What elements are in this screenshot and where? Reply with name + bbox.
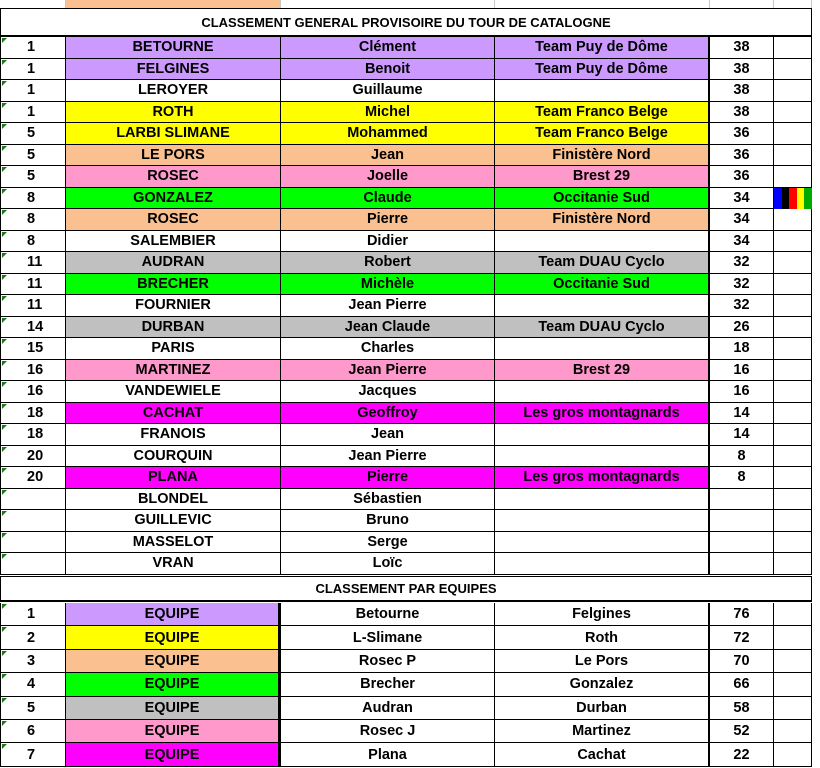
general-empty-cell[interactable] (774, 489, 812, 511)
general-points-cell[interactable]: 38 (710, 80, 774, 102)
general-team-cell[interactable]: Occitanie Sud (495, 188, 710, 210)
cell-marker (2, 404, 7, 409)
general-rank-cell[interactable]: 8 (0, 209, 66, 231)
teams-rank-cell[interactable]: 4 (0, 673, 66, 696)
cell-marker (2, 232, 7, 237)
general-team-cell[interactable]: Team Franco Belge (495, 123, 710, 145)
general-team-cell[interactable]: Brest 29 (495, 360, 710, 382)
general-points-cell[interactable]: 34 (710, 188, 774, 210)
general-row (0, 252, 820, 274)
general-rank-cell[interactable]: 18 (0, 424, 66, 446)
general-first-cell[interactable]: Didier (281, 231, 495, 253)
general-empty-cell[interactable] (774, 510, 812, 532)
general-points-cell[interactable]: 36 (710, 123, 774, 145)
general-name-cell[interactable]: FRANOIS (66, 424, 281, 446)
general-name-cell[interactable]: BETOURNE (66, 37, 281, 59)
teams-empty-cell[interactable] (774, 603, 812, 626)
general-team-cell[interactable]: Brest 29 (495, 166, 710, 188)
general-row (0, 59, 820, 81)
general-row (0, 231, 820, 253)
general-first-cell[interactable]: Geoffroy (281, 403, 495, 425)
general-row (0, 37, 820, 59)
general-row (0, 274, 820, 296)
general-empty-cell[interactable] (774, 532, 812, 554)
general-points-cell[interactable] (710, 489, 774, 511)
teams-row (0, 720, 820, 743)
general-points-cell[interactable]: 26 (710, 317, 774, 339)
general-row (0, 188, 820, 210)
general-empty-cell[interactable] (774, 274, 812, 296)
general-row (0, 123, 820, 145)
general-rank-cell[interactable] (0, 510, 66, 532)
general-team-cell[interactable]: Team DUAU Cyclo (495, 252, 710, 274)
general-empty-cell[interactable] (774, 37, 812, 59)
teams-label-cell[interactable]: EQUIPE (66, 697, 281, 720)
strip-cell (66, 0, 281, 8)
cell-marker (2, 425, 7, 430)
cell-marker (2, 721, 7, 726)
flag-icon (774, 188, 812, 209)
general-first-cell[interactable]: Mohammed (281, 123, 495, 145)
general-points-cell[interactable]: 16 (710, 381, 774, 403)
teams-points-cell[interactable]: 66 (710, 673, 774, 696)
general-name-cell[interactable]: LE PORS (66, 145, 281, 167)
teams-points-cell[interactable]: 70 (710, 650, 774, 673)
cell-marker (2, 339, 7, 344)
general-first-cell[interactable]: Michel (281, 102, 495, 124)
general-name-cell[interactable]: PLANA (66, 467, 281, 489)
cell-marker (2, 81, 7, 86)
general-rank-cell[interactable]: 15 (0, 338, 66, 360)
general-first-cell[interactable]: Jean Pierre (281, 360, 495, 382)
teams-points-cell[interactable]: 76 (710, 603, 774, 626)
general-team-cell[interactable] (495, 424, 710, 446)
teams-empty-cell[interactable] (774, 626, 812, 649)
general-name-cell[interactable]: LARBI SLIMANE (66, 123, 281, 145)
general-points-cell[interactable] (710, 553, 774, 575)
cell-marker (2, 651, 7, 656)
general-empty-cell[interactable] (774, 231, 812, 253)
cell-marker (2, 468, 7, 473)
general-row (0, 360, 820, 382)
general-rank-cell[interactable]: 16 (0, 360, 66, 382)
teams-rider2-cell[interactable]: Roth (495, 626, 710, 649)
teams-row (0, 743, 820, 766)
teams-rider1-cell[interactable]: Audran (281, 697, 495, 720)
general-first-cell[interactable]: Jean Pierre (281, 446, 495, 468)
general-points-cell[interactable] (710, 532, 774, 554)
strip-cell (774, 0, 812, 8)
cell-marker (2, 604, 7, 609)
flag-stripe (774, 188, 782, 209)
cell-marker (2, 382, 7, 387)
general-name-cell[interactable]: FOURNIER (66, 295, 281, 317)
general-points-cell[interactable]: 32 (710, 274, 774, 296)
cell-marker (2, 38, 7, 43)
strip-cell (281, 0, 495, 8)
general-team-cell[interactable] (495, 553, 710, 575)
general-rank-cell[interactable] (0, 489, 66, 511)
general-empty-cell[interactable] (774, 295, 812, 317)
general-first-cell[interactable]: Jean Pierre (281, 295, 495, 317)
cell-marker (2, 189, 7, 194)
teams-rider2-cell[interactable]: Gonzalez (495, 673, 710, 696)
general-empty-cell[interactable] (774, 102, 812, 124)
general-first-cell[interactable]: Jean (281, 424, 495, 446)
cell-marker (2, 253, 7, 258)
general-rank-cell[interactable] (0, 532, 66, 554)
general-points-cell[interactable]: 36 (710, 145, 774, 167)
teams-row (0, 673, 820, 696)
general-rank-cell[interactable]: 8 (0, 231, 66, 253)
cell-marker (2, 124, 7, 129)
teams-empty-cell[interactable] (774, 650, 812, 673)
teams-rider2-cell[interactable]: Felgines (495, 603, 710, 626)
general-points-cell[interactable]: 36 (710, 166, 774, 188)
teams-points-cell[interactable]: 22 (710, 743, 774, 766)
general-first-cell[interactable]: Benoit (281, 59, 495, 81)
general-name-cell[interactable]: BRECHER (66, 274, 281, 296)
general-row (0, 424, 820, 446)
general-team-cell[interactable]: Finistère Nord (495, 145, 710, 167)
cell-marker (2, 210, 7, 215)
general-team-cell[interactable] (495, 338, 710, 360)
cell-marker (2, 60, 7, 65)
general-row (0, 510, 820, 532)
teams-rank-cell[interactable]: 6 (0, 720, 66, 743)
general-row (0, 80, 820, 102)
general-row (0, 467, 820, 489)
general-name-cell[interactable]: GUILLEVIC (66, 510, 281, 532)
general-row (0, 166, 820, 188)
general-empty-cell[interactable] (774, 166, 812, 188)
general-team-cell[interactable] (495, 295, 710, 317)
teams-label-cell[interactable]: EQUIPE (66, 720, 281, 743)
general-rank-cell[interactable]: 11 (0, 274, 66, 296)
teams-rank-cell[interactable]: 7 (0, 743, 66, 766)
general-empty-cell[interactable] (774, 403, 812, 425)
teams-rider2-cell[interactable]: Martinez (495, 720, 710, 743)
general-rank-cell[interactable]: 20 (0, 446, 66, 468)
general-rank-cell[interactable]: 1 (0, 37, 66, 59)
flag-stripe (789, 188, 797, 209)
general-row (0, 295, 820, 317)
general-empty-cell[interactable] (774, 424, 812, 446)
general-empty-cell[interactable] (774, 381, 812, 403)
general-rank-cell[interactable]: 18 (0, 403, 66, 425)
general-team-cell[interactable] (495, 489, 710, 511)
cell-marker (2, 627, 7, 632)
team-ranking-title: CLASSEMENT PAR EQUIPES (0, 576, 812, 602)
teams-row (0, 603, 820, 626)
general-rank-cell[interactable]: 5 (0, 145, 66, 167)
cell-marker (2, 146, 7, 151)
general-name-cell[interactable]: COURQUIN (66, 446, 281, 468)
general-rank-cell[interactable]: 5 (0, 166, 66, 188)
cell-marker (2, 167, 7, 172)
cell-marker (2, 361, 7, 366)
top-strip (0, 0, 820, 8)
teams-points-cell[interactable]: 72 (710, 626, 774, 649)
general-first-cell[interactable]: Joelle (281, 166, 495, 188)
general-first-cell[interactable]: Charles (281, 338, 495, 360)
general-team-cell[interactable]: Occitanie Sud (495, 274, 710, 296)
general-first-cell[interactable]: Clément (281, 37, 495, 59)
general-row (0, 317, 820, 339)
general-points-cell[interactable]: 38 (710, 59, 774, 81)
teams-label-cell[interactable]: EQUIPE (66, 626, 281, 649)
general-first-cell[interactable]: Sébastien (281, 489, 495, 511)
teams-label-cell[interactable]: EQUIPE (66, 673, 281, 696)
strip-cell (0, 0, 66, 8)
teams-rider2-cell[interactable]: Durban (495, 697, 710, 720)
general-rank-cell[interactable]: 1 (0, 80, 66, 102)
teams-points-cell[interactable]: 58 (710, 697, 774, 720)
general-first-cell[interactable]: Claude (281, 188, 495, 210)
general-team-cell[interactable]: Les gros montagnards (495, 403, 710, 425)
teams-label-cell[interactable]: EQUIPE (66, 603, 281, 626)
general-points-cell[interactable] (710, 510, 774, 532)
general-team-cell[interactable] (495, 446, 710, 468)
general-empty-cell[interactable] (774, 145, 812, 167)
general-empty-cell[interactable] (774, 123, 812, 145)
general-rank-cell[interactable]: 20 (0, 467, 66, 489)
cell-marker (2, 511, 7, 516)
general-empty-cell[interactable] (774, 59, 812, 81)
teams-empty-cell[interactable] (774, 743, 812, 766)
cell-marker (2, 674, 7, 679)
teams-rank-cell[interactable]: 5 (0, 697, 66, 720)
general-row (0, 489, 820, 511)
flag-stripe (797, 188, 805, 209)
general-row (0, 209, 820, 231)
teams-rider2-cell[interactable]: Cachat (495, 743, 710, 766)
general-row (0, 102, 820, 124)
general-points-cell[interactable]: 32 (710, 295, 774, 317)
teams-rider1-cell[interactable]: Rosec P (281, 650, 495, 673)
general-points-cell[interactable]: 8 (710, 446, 774, 468)
general-name-cell[interactable]: ROSEC (66, 209, 281, 231)
cell-marker (2, 744, 7, 749)
cell-marker (2, 490, 7, 495)
teams-rank-cell[interactable]: 1 (0, 603, 66, 626)
general-name-cell[interactable]: MARTINEZ (66, 360, 281, 382)
general-team-cell[interactable]: Team DUAU Cyclo (495, 317, 710, 339)
general-name-cell[interactable]: DURBAN (66, 317, 281, 339)
strip-cell (495, 0, 710, 8)
general-first-cell[interactable]: Pierre (281, 467, 495, 489)
cell-marker (2, 447, 7, 452)
general-name-cell[interactable]: SALEMBIER (66, 231, 281, 253)
general-rank-cell[interactable] (0, 553, 66, 575)
general-team-cell[interactable]: Team Franco Belge (495, 102, 710, 124)
teams-rider1-cell[interactable]: Brecher (281, 673, 495, 696)
general-empty-cell[interactable] (774, 467, 812, 489)
general-first-cell[interactable]: Guillaume (281, 80, 495, 102)
general-name-cell[interactable]: VANDEWIELE (66, 381, 281, 403)
general-first-cell[interactable]: Jacques (281, 381, 495, 403)
general-row (0, 338, 820, 360)
general-empty-cell[interactable] (774, 209, 812, 231)
teams-rank-cell[interactable]: 3 (0, 650, 66, 673)
cell-marker (2, 554, 7, 559)
general-points-cell[interactable]: 34 (710, 209, 774, 231)
general-name-cell[interactable]: BLONDEL (66, 489, 281, 511)
teams-rider1-cell[interactable]: Betourne (281, 603, 495, 626)
general-name-cell[interactable]: ROSEC (66, 166, 281, 188)
teams-row (0, 626, 820, 649)
general-points-cell[interactable]: 14 (710, 403, 774, 425)
general-rank-cell[interactable]: 5 (0, 123, 66, 145)
teams-points-cell[interactable]: 52 (710, 720, 774, 743)
general-team-cell[interactable] (495, 510, 710, 532)
general-row (0, 145, 820, 167)
general-team-cell[interactable]: Finistère Nord (495, 209, 710, 231)
general-first-cell[interactable]: Jean (281, 145, 495, 167)
general-name-cell[interactable]: LEROYER (66, 80, 281, 102)
general-rank-cell[interactable]: 11 (0, 295, 66, 317)
general-first-cell[interactable]: Michèle (281, 274, 495, 296)
general-points-cell[interactable]: 32 (710, 252, 774, 274)
general-rank-cell[interactable]: 11 (0, 252, 66, 274)
general-empty-cell[interactable] (774, 338, 812, 360)
flag-stripe (782, 188, 790, 209)
general-rank-cell[interactable]: 16 (0, 381, 66, 403)
general-rank-cell[interactable]: 1 (0, 59, 66, 81)
general-name-cell[interactable]: MASSELOT (66, 532, 281, 554)
general-empty-cell[interactable] (774, 317, 812, 339)
teams-label-cell[interactable]: EQUIPE (66, 743, 281, 766)
general-first-cell[interactable]: Serge (281, 532, 495, 554)
cell-marker (2, 318, 7, 323)
general-name-cell[interactable]: AUDRAN (66, 252, 281, 274)
teams-rider1-cell[interactable]: L-Slimane (281, 626, 495, 649)
general-empty-cell[interactable] (774, 80, 812, 102)
general-first-cell[interactable]: Bruno (281, 510, 495, 532)
general-name-cell[interactable]: GONZALEZ (66, 188, 281, 210)
general-first-cell[interactable]: Loïc (281, 553, 495, 575)
flag-stripe (804, 188, 812, 209)
general-first-cell[interactable]: Jean Claude (281, 317, 495, 339)
general-points-cell[interactable]: 38 (710, 102, 774, 124)
general-points-cell[interactable]: 34 (710, 231, 774, 253)
general-row (0, 553, 820, 575)
general-rank-cell[interactable]: 8 (0, 188, 66, 210)
general-empty-cell[interactable] (774, 252, 812, 274)
teams-rider2-cell[interactable]: Le Pors (495, 650, 710, 673)
general-empty-cell[interactable] (774, 446, 812, 468)
general-team-cell[interactable]: Team Puy de Dôme (495, 37, 710, 59)
general-row (0, 532, 820, 554)
general-team-cell[interactable] (495, 231, 710, 253)
general-first-cell[interactable]: Pierre (281, 209, 495, 231)
general-points-cell[interactable]: 16 (710, 360, 774, 382)
general-name-cell[interactable]: FELGINES (66, 59, 281, 81)
general-row (0, 446, 820, 468)
teams-rider1-cell[interactable]: Rosec J (281, 720, 495, 743)
general-row (0, 403, 820, 425)
general-points-cell[interactable]: 38 (710, 37, 774, 59)
general-rank-cell[interactable]: 1 (0, 102, 66, 124)
teams-row (0, 697, 820, 720)
general-first-cell[interactable]: Robert (281, 252, 495, 274)
general-points-cell[interactable]: 14 (710, 424, 774, 446)
teams-row (0, 650, 820, 673)
teams-rank-cell[interactable]: 2 (0, 626, 66, 649)
cell-marker (2, 275, 7, 280)
general-points-cell[interactable]: 8 (710, 467, 774, 489)
general-team-cell[interactable] (495, 80, 710, 102)
general-ranking-title: CLASSEMENT GENERAL PROVISOIRE DU TOUR DE CATALOGNE (0, 8, 812, 37)
general-name-cell[interactable]: ROTH (66, 102, 281, 124)
general-team-cell[interactable] (495, 381, 710, 403)
cell-marker (2, 103, 7, 108)
teams-label-cell[interactable]: EQUIPE (66, 650, 281, 673)
general-name-cell[interactable]: VRAN (66, 553, 281, 575)
cell-marker (2, 296, 7, 301)
cell-marker (2, 533, 7, 538)
strip-cell (710, 0, 774, 8)
general-team-cell[interactable]: Team Puy de Dôme (495, 59, 710, 81)
general-name-cell[interactable]: PARIS (66, 338, 281, 360)
general-empty-cell[interactable] (774, 553, 812, 575)
teams-rider1-cell[interactable]: Plana (281, 743, 495, 766)
general-row (0, 381, 820, 403)
general-team-cell[interactable] (495, 532, 710, 554)
general-points-cell[interactable]: 18 (710, 338, 774, 360)
general-rank-cell[interactable]: 14 (0, 317, 66, 339)
general-team-cell[interactable]: Les gros montagnards (495, 467, 710, 489)
general-name-cell[interactable]: CACHAT (66, 403, 281, 425)
teams-empty-cell[interactable] (774, 720, 812, 743)
teams-empty-cell[interactable] (774, 697, 812, 720)
teams-empty-cell[interactable] (774, 673, 812, 696)
cell-marker (2, 698, 7, 703)
general-empty-cell[interactable] (774, 360, 812, 382)
